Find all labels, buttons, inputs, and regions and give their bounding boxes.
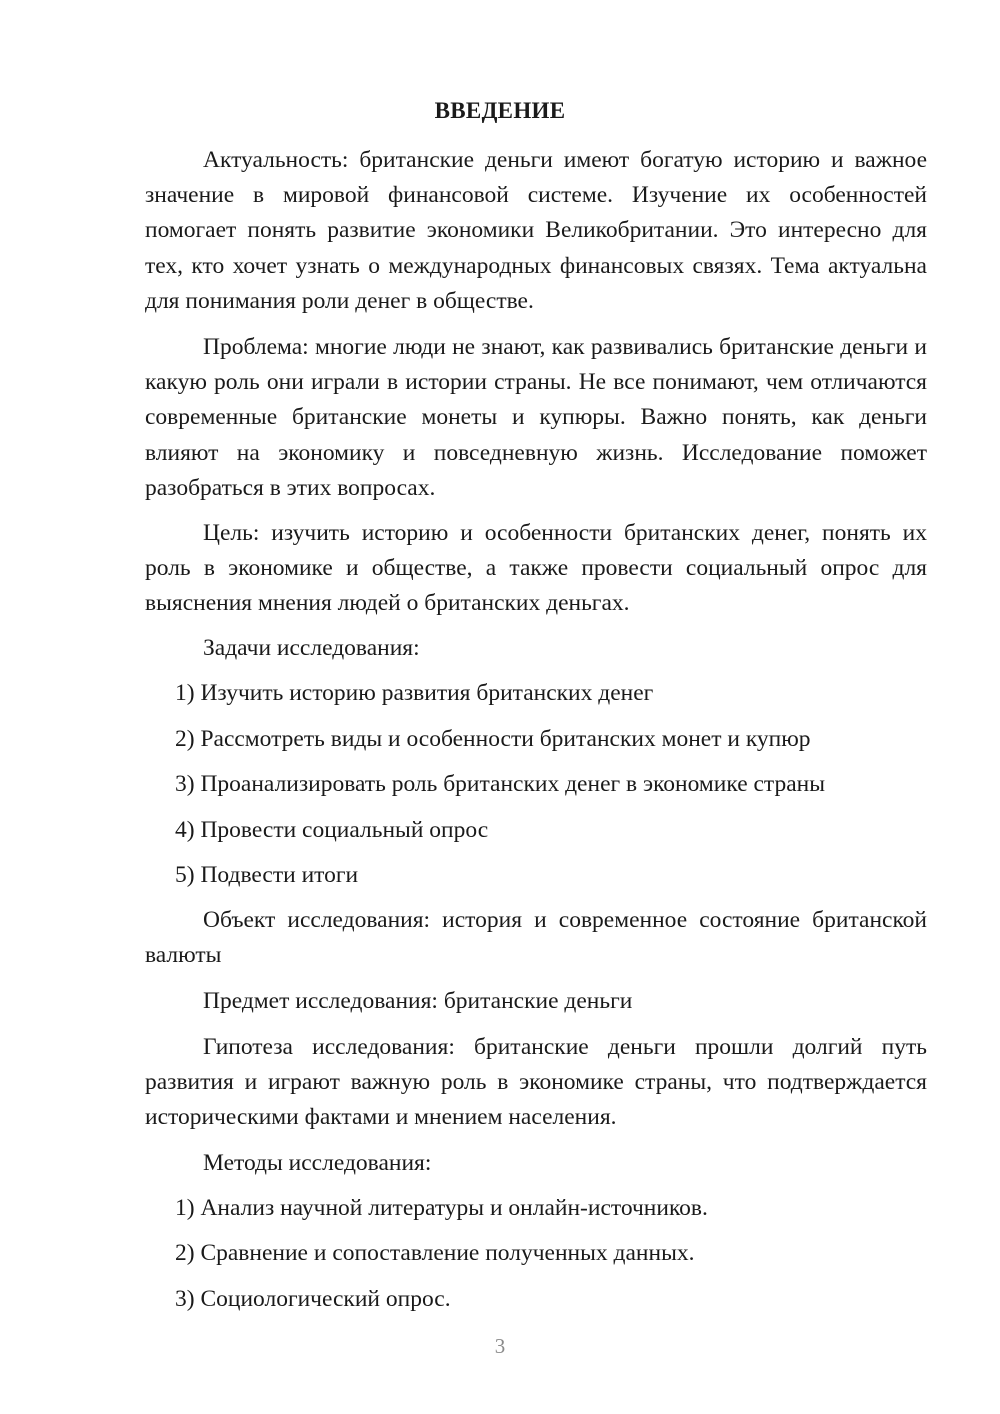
page-title: ВВЕДЕНИЕ (434, 98, 566, 123)
tasks-heading: Задачи исследования: (203, 635, 420, 661)
task-item: 3) Проанализировать роль британских денег в экономике страны (175, 771, 826, 797)
task-item: 1) Изучить историю развития британских денег (175, 680, 654, 706)
task-item: 2) Рассмотреть виды и особенности британских монет и купюр (175, 726, 811, 752)
method-item: 2) Сравнение и сопоставление полученных данных. (175, 1240, 695, 1266)
hypothesis-paragraph: Гипотеза исследования: британские деньги прошли долгий путь развития и играют важную роль в экономике страны, что подтверждается историческими фактами и мнением населения. (145, 1034, 927, 1131)
method-item: 3) Социологический опрос. (175, 1286, 451, 1312)
task-item: 4) Провести социальный опрос (175, 817, 489, 843)
task-item: 5) Подвести итоги (175, 862, 359, 888)
method-item: 1) Анализ научной литературы и онлайн-источников. (175, 1195, 708, 1221)
goal-paragraph: Цель: изучить историю и особенности британских денег, понять их роль в экономике и обществе, а также провести социальный опрос для выяснения мнения людей о британских деньгах. (145, 520, 927, 617)
methods-heading: Методы исследования: (203, 1150, 432, 1176)
problem-paragraph: Проблема: многие люди не знают, как развивались британские деньги и какую роль они играли в истории страны. Не все понимают, чем отличаются современные британские монеты и купюры. Важно понять, как деньги влияют на экономику и повседневную жизнь. Исследование поможет разобраться в этих вопросах. (145, 334, 927, 501)
subject-paragraph: Предмет исследования: британские деньги (203, 988, 633, 1014)
page-number: 3 (494, 1334, 506, 1358)
object-paragraph: Объект исследования: история и современное состояние британской валюты (145, 907, 927, 969)
relevance-paragraph: Актуальность: британские деньги имеют богатую историю и важное значение в мировой финансовой системе. Изучение их особенностей помогает понять развитие экономики Великобритании. Это интересно для тех, кто хочет узнать о международных финансовых связях. Тема актуальна для понимания роли денег в обществе. (145, 147, 927, 314)
